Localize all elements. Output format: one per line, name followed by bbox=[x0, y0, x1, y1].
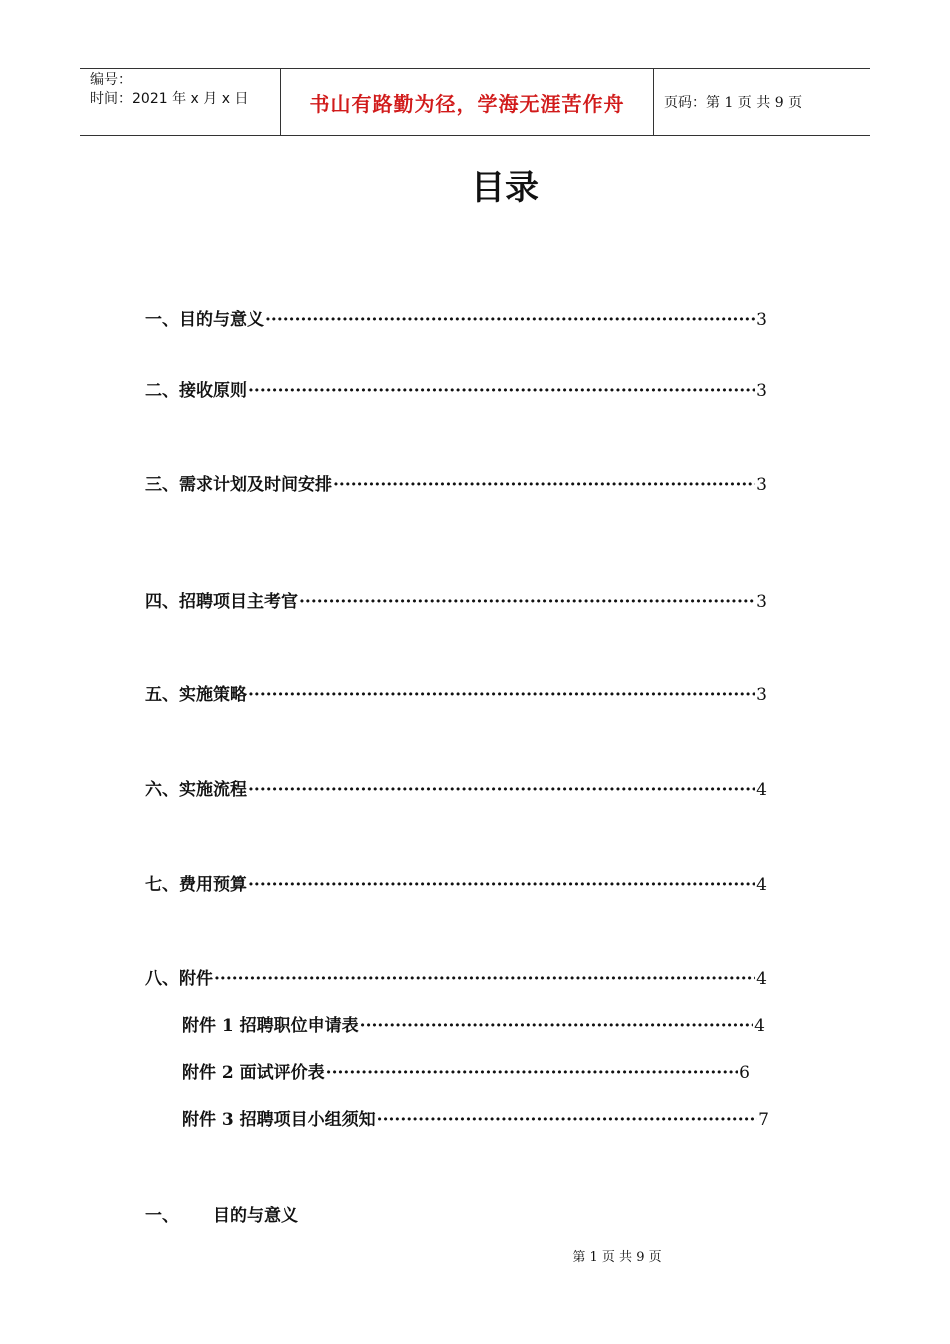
toc-item-label: 六、实施流程 bbox=[145, 780, 247, 800]
toc-item-page: 3 bbox=[756, 475, 767, 495]
toc-leader-dots bbox=[299, 592, 755, 612]
toc-item-page: 4 bbox=[754, 1016, 765, 1036]
toc-item-page: 4 bbox=[756, 969, 767, 989]
toc-item-page: 4 bbox=[756, 780, 767, 800]
toc-item-page: 7 bbox=[758, 1110, 769, 1130]
section-title: 目的与意义 bbox=[213, 1206, 298, 1226]
page-footer: 第 1 页 共 9 页 bbox=[572, 1250, 662, 1265]
toc-item-page: 3 bbox=[756, 381, 767, 401]
toc-item[interactable] bbox=[145, 376, 767, 400]
toc-subitem[interactable] bbox=[182, 1058, 750, 1082]
toc-item-page: 3 bbox=[756, 592, 767, 612]
toc-item-label: 附件 2 面试评价表 bbox=[182, 1063, 325, 1083]
header-motto-cell bbox=[281, 69, 654, 135]
page-title: 目录 bbox=[471, 168, 539, 208]
toc-leader-dots bbox=[214, 969, 755, 989]
toc-item[interactable] bbox=[145, 470, 767, 494]
toc-item-label: 二、接收原则 bbox=[145, 381, 247, 401]
toc-leader-dots bbox=[333, 475, 755, 495]
toc-item-label: 八、附件 bbox=[145, 969, 213, 989]
toc-leader-dots bbox=[248, 875, 755, 895]
toc-item-label: 五、实施策略 bbox=[145, 685, 247, 705]
header-page-info: 页码：第 1 页 共 9 页 bbox=[664, 95, 803, 111]
section-number: 一、 bbox=[145, 1206, 179, 1226]
toc-item-page: 3 bbox=[756, 685, 767, 705]
toc-item-label: 七、费用预算 bbox=[145, 875, 247, 895]
toc-leader-dots bbox=[326, 1063, 739, 1083]
toc-item-label: 一、目的与意义 bbox=[145, 310, 264, 330]
toc-leader-dots bbox=[265, 310, 755, 330]
toc-subitem[interactable] bbox=[182, 1105, 769, 1129]
page-header bbox=[80, 68, 870, 136]
toc-item-page: 4 bbox=[756, 875, 767, 895]
toc-item[interactable] bbox=[145, 587, 767, 611]
toc-leader-dots bbox=[377, 1110, 758, 1130]
toc-item-label: 附件 1 招聘职位申请表 bbox=[182, 1016, 359, 1036]
header-motto: 书山有路勤为径，学海无涯苦作舟 bbox=[309, 91, 625, 116]
toc-leader-dots bbox=[248, 685, 755, 705]
toc-item-label: 四、招聘项目主考官 bbox=[145, 592, 298, 612]
toc-leader-dots bbox=[248, 381, 755, 401]
toc-leader-dots bbox=[360, 1016, 754, 1036]
toc-item-page: 6 bbox=[739, 1063, 750, 1083]
time-label: 时间：2021 年 x 月 x 日 bbox=[90, 91, 249, 107]
toc-item[interactable] bbox=[145, 305, 767, 329]
toc-item[interactable] bbox=[145, 870, 767, 894]
toc-item[interactable] bbox=[145, 680, 767, 704]
toc-item[interactable] bbox=[145, 964, 767, 988]
toc-item-label: 三、需求计划及时间安排 bbox=[145, 475, 332, 495]
header-meta bbox=[80, 69, 281, 135]
toc-item[interactable] bbox=[145, 775, 767, 799]
header-page-info-cell bbox=[654, 69, 870, 135]
serial-label: 编号： bbox=[90, 72, 132, 88]
toc-subitem[interactable] bbox=[182, 1011, 765, 1035]
toc-leader-dots bbox=[248, 780, 755, 800]
section-heading bbox=[145, 1201, 298, 1226]
toc-item-label: 附件 3 招聘项目小组须知 bbox=[182, 1110, 376, 1130]
toc-item-page: 3 bbox=[756, 310, 767, 330]
